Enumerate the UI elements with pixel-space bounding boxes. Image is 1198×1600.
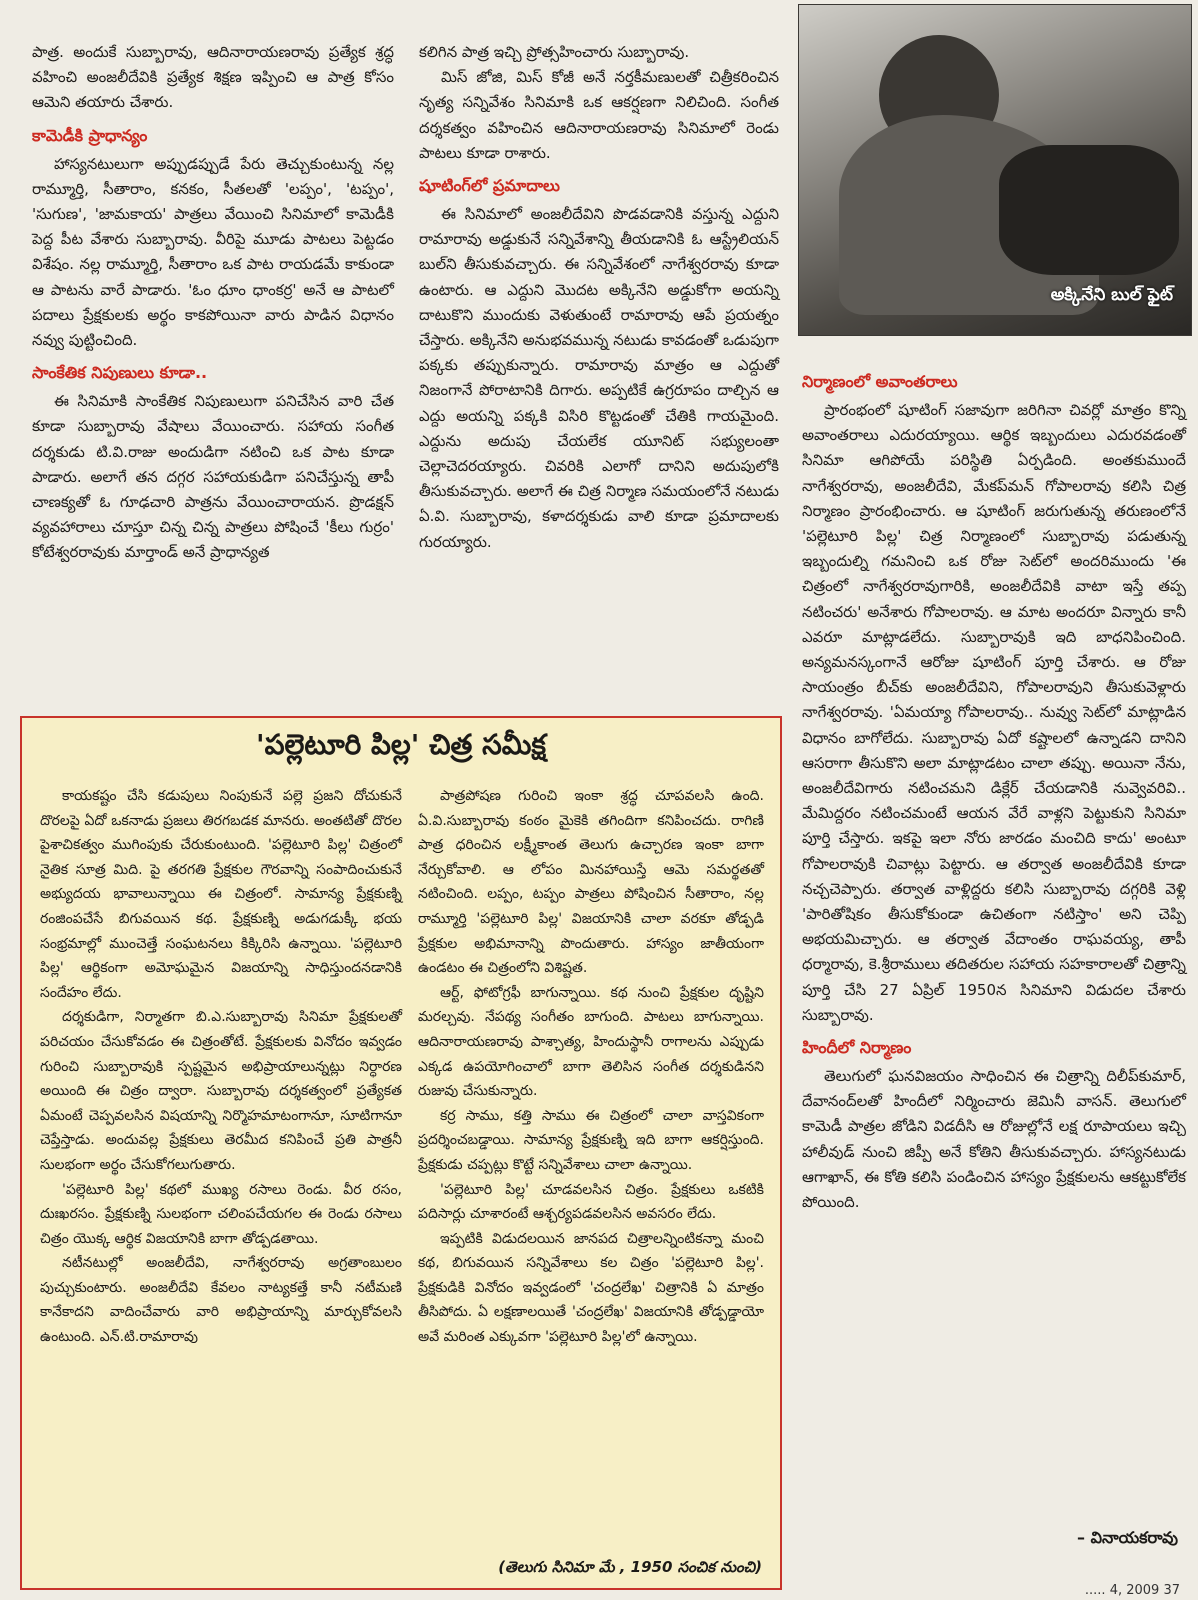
section-heading-comedy: కామెడీకి ప్రాధాన్యం <box>32 125 148 145</box>
article-paragraph: తెలుగులో ఘనవిజయం సాధించిన ఈ చిత్రాన్ని దిలీప్‌కుమార్, దేవానంద్‌లతో హిందీలో నిర్మించారు జెమినీ వాసన్. తెలుగులో కామెడీ పాత్రల జోడిని విడదీసి ఆ రోజుల్లోనే లక్ష రూపాయలు ఇచ్చి హాలీవుడ్ నుంచి జిప్పీ అనే కోతిని తీసుకువచ్చారు. హాస్యనటుడు ఆగాఖాన్, ఈ కోతి కలిసి పండించిన హాస్యం ప్రేక్షకులను ఆకట్టుకోలేక పోయింది. <box>802 1067 1186 1212</box>
author-byline: – వినాయకరావు <box>1077 1528 1178 1547</box>
film-review-box <box>20 716 782 1590</box>
article-paragraph: ప్రారంభంలో షూటింగ్ సజావుగా జరిగినా చివర్లో మాత్రం కొన్ని అవాంతరాలు ఎదురయ్యాయి. ఆర్థిక ఇబ్బందులు ఎదురవడంతో సినిమా ఆగిపోయే పరిస్థితి ఏర్పడింది. అంతకుముందే నాగేశ్వరరావు, అంజలీదేవి, మేకప్‌మన్ గోపాలరావు కలిసి చిత్ర నిర్మాణం ప్రారంభించారు. ఆ షూటింగ్ జరుగుతున్న తరుణంలోనే 'పల్లెటూరి పిల్ల' చిత్ర నిర్మాణంలో సుబ్బారావు పడుతున్న ఇబ్బందుల్ని గమనించి ఒక రోజు సెట్‌లో అందరిముందు 'ఈ చిత్రంలో నాగేశ్వరరావుగారికి, అంజలీదేవికి వాటా ఇస్తే తప్ప నటించరు' అనేశారు గోపాలరావు. ఆ మాట అందరూ విన్నారు కానీ ఎవరూ మాట్లాడలేదు. సుబ్బారావుకి ఇది బాధనిపించింది. అన్యమనస్కంగానే ఆరోజు షూటింగ్ పూర్తి చేశారు. ఆ రోజు సాయంత్రం బీచ్‌కు అంజలీదేవిని, గోపాలరావుని తీసుకువెళ్లారు నాగేశ్వరరావు. 'ఏమయ్యా గోపాలరావు.. నువ్వు సెట్‌లో మాట్లాడిన విధానం బాగోలేదు. సుబ్బారావు ఏదో కష్టాలలో ఉన్నాడని దానిని ఆసరాగా తీసుకొని అలా మాట్లాడటం చాలా తప్పు. అయినా నేను, అంజలీదేవిగారు నటించమని డిక్లేర్ చేయడానికి నువ్వెవరివి.. మేమిద్దరం నటించమంటే ఆయన వేరే వాళ్లని పెట్టుకుని సినిమా పూర్తి చేస్తారు. ఇకపై ఇలా నోరు జారడం మంచిది కాదు' అంటూ గోపాలరావుకి చివాట్లు పెట్టారు. ఆ తర్వాత అంజలీదేవికి కూడా నచ్చచెప్పారు. తర్వాత వాళ్లిద్దరు కలిసి సుబ్బారావు దగ్గరికి వెళ్లి 'పారితోషికం తీసుకోకుండా ఉచితంగా నటిస్తాం' అని చెప్పి అభయమిచ్చారు. ఆ తర్వాత వేదాంతం రాఘవయ్య, తాపీ ధర్మారావు, కె.శ్రీరాములు తదితరుల సహాయ సహకారాలతో చిత్రాన్ని పూర్తి చేసి 27 ఏప్రిల్ 1950న సినిమాని విడుదల చేశారు సుబ్బారావు. <box>802 401 1186 1024</box>
column-middle <box>419 40 779 555</box>
bullfight-photo <box>798 4 1192 336</box>
article-paragraph: మిస్ జోజి, మిస్ కోజీ అనే నర్తకీమణులతో చిత్రీకరించిన నృత్య సన్నివేశం సినిమాకి ఒక ఆకర్షణగా నిలిచింది. సంగీత దర్శకత్వం వహించిన ఆదినారాయణరావు సినిమాలో రెండు పాటలు కూడా రాశారు. <box>419 68 779 162</box>
article-paragraph: ఈ సినిమాకి సాంకేతిక నిపుణులుగా పనిచేసిన వారి చేత కూడా సుబ్బారావు వేషాలు వేయించారు. సహాయ సంగీత దర్శకుడు టి.వి.రాజు అందుడిగా నటించి ఒక పాట కూడా పాడారు. అలాగే తన దగ్గర సహాయకుడిగా పనిచేస్తున్న తాపీ చాణక్యతో ఓ గూఢచారి పాత్రను వేయించారాయన. ప్రొడక్షన్ వ్యవహారాలు చూస్తూ చిన్న చిన్న పాత్రలు పోషించే 'కీలు గుర్రం' కోటేశ్వరరావుకు మార్తాండ్ అనే ప్రాధాన్యత <box>32 392 394 562</box>
review-paragraph: కాయకష్టం చేసి కడుపులు నింపుకునే పల్లె ప్రజని దోచుకునే దొరలపై ఏదో ఒకనాడు ప్రజలు తిరగబడక మానరు. అంతటితో దొరల పైశాచికత్వం ముగింపుకు చేరుకుంటుంది. 'పల్లెటూరి పిల్ల' చిత్రంలో నైతిక సూత్ర మిది. పై తరగతి ప్రేక్షకుల గౌరవాన్ని సంపాదించుకునే అభ్యుదయ భావాలున్నాయి ఈ చిత్రంలో. సామాన్య ప్రేక్షకుణ్ని రంజింపచేసే బిగువయిన కథ. ప్రేక్షకుణ్ని అడుగడుక్కీ భయ సంభ్రమాల్లో ముంచెత్తే సంఘటనలు కిక్కిరిసి ఉన్నాయి. 'పల్లెటూరి పిల్ల' ఆర్థికంగా అమోఘమైన విజయాన్ని సాధిస్తుందనడానికి సందేహం లేదు. <box>40 788 402 1001</box>
review-paragraph: కర్ర సాము, కత్తి సాము ఈ చిత్రంలో చాలా వాస్తవికంగా ప్రదర్శించబడ్డాయి. సామాన్య ప్రేక్షకుణ్ని ఇది బాగా ఆకర్షిస్తుంది. ప్రేక్షకుడు చప్పట్లు కొట్టే సన్నివేశాలు చాలా ఉన్నాయి. <box>418 1107 764 1173</box>
review-column-right <box>418 784 764 1350</box>
page-footer: ..... 4, 2009 37 <box>1084 1583 1180 1598</box>
article-paragraph: హాస్యనటులుగా అప్పుడప్పుడే పేరు తెచ్చుకుంటున్న నల్ల రామ్మూర్తి, సీతారాం, కనకం, సీతలతో 'లప్పం', 'టప్పం', 'సుగుణ', 'జామకాయ' పాత్రలు వేయించి సినిమాలో కామెడీకి పెద్ద పీట వేశారు సుబ్బారావు. వీరిపై మూడు పాటలు పెట్టడం విశేషం. నల్ల రామ్మూర్తి, సీతారాం ఒక పాట రాయడమే కాకుండా ఆ పాటను వారే పాడారు. 'ఓం ధూం ధాంకర్ర' అనే ఆ పాటలో పదాలు ప్రేక్షకులకు అర్థం కాకపోయినా వారు పాడిన విధానం నవ్వు పుట్టించింది. <box>32 154 394 350</box>
review-title: 'పల్లెటూరి పిల్ల' చిత్ర సమీక్ష <box>256 728 546 761</box>
photo-caption: అక్కినేని బుల్ ఫైట్ <box>1050 285 1173 305</box>
article-paragraph: పాత్ర. అందుకే సుబ్బారావు, ఆదినారాయణరావు ప్రత్యేక శ్రద్ధ వహించి అంజలీదేవికి ప్రత్యేక శిక్షణ ఇప్పించి ఆ పాత్ర కోసం ఆమెని తయారు చేశారు. <box>32 43 394 112</box>
article-paragraph: కలిగిన పాత్ర ఇచ్చి ప్రోత్సహించారు సుబ్బారావు. <box>419 43 690 61</box>
review-paragraph: ఇప్పటికి విడుదలయిన జానపద చిత్రాలన్నింటికన్నా మంచి కథ, బిగువయిన సన్నివేశాలు కల చిత్రం 'పల్లెటూరి పిల్ల'. ప్రేక్షకుడికి వినోదం ఇవ్వడంలో 'చంద్రలేఖ' చిత్రానికి ఏ మాత్రం తీసిపోదు. ఏ లక్షణాలయితే 'చంద్రలేఖ' విజయానికి తోడ్పడ్డాయో అవే మరింత ఎక్కువగా 'పల్లెటూరి పిల్ల'లో ఉన్నాయి. <box>418 1230 764 1346</box>
review-paragraph: దర్శకుడిగా, నిర్మాతగా బి.ఎ.సుబ్బారావు సినిమా ప్రేక్షకులతో పరిచయం చేసుకోవడం ఈ చిత్రంతోటే. ప్రేక్షకులకు వినోదం ఇవ్వడం గురించి సుబ్బారావుకి స్పష్టమైన అభిప్రాయాలున్నట్లు నిర్ధారణ అయింది ఈ చిత్రం ద్వారా. సుబ్బారావు దర్శకత్వంలో ప్రత్యేకత ఏమంటే చెప్పవలసిన విషయాన్ని నిర్మొహమాటంగానూ, సూటిగానూ చెప్తేస్తాడు. అందువల్ల ప్రేక్షకులు తెరమీద కనిపించే ప్రతి పాత్రనీ సులభంగా అర్థం చేసుకోగలుగుతారు. <box>40 1009 402 1173</box>
review-paragraph: 'పల్లెటూరి పిల్ల' కథలో ముఖ్య రసాలు రెండు. వీర రసం, దుఃఖరసం. ప్రేక్షకుణ్ని సులభంగా చలింపచేయగల ఈ రెండు రసాలు చిత్రం యొక్క ఆర్థిక విజయానికి బాగా తోడ్పడతాయి. <box>40 1181 402 1247</box>
review-paragraph: నటీనటుల్లో అంజలీదేవి, నాగేశ్వరరావు అగ్రతాంబులం పుచ్చుకుంటారు. అంజలీదేవి కేవలం నాట్యకత్తే కానీ నటీమణి కానేకాదని వాదించేవారు వారి అభిప్రాయాన్ని మార్చుకోవలసి ఉంటుంది. ఎన్.టి.రామారావు <box>40 1255 402 1346</box>
review-paragraph: ఆర్ట్, ఫోటోగ్రఫీ బాగున్నాయి. కథ నుంచి ప్రేక్షకుల దృష్టిని మరల్చవు. నేపథ్య సంగీతం బాగుంది. పాటలు బాగున్నాయి. ఆదినారాయణరావు పాశ్చాత్య, హిందుస్థానీ రాగాలను ఎప్పుడు ఎక్కడ ఉపయోగించాలో బాగా తెలిసిన సంగీత దర్శకుడినని రుజువు చేసుకున్నారు. <box>418 984 764 1100</box>
article-paragraph: ఈ సినిమాలో అంజలీదేవిని పొడవడానికి వస్తున్న ఎద్దుని రామారావు అడ్డుకునే సన్నివేశాన్ని తీయడానికి ఓ ఆస్ట్రేలియన్ బుల్‌ని తీసుకువచ్చారు. ఈ సన్నివేశంలో నాగేశ్వరరావు కూడా ఉంటారు. ఆ ఎద్దుని మొదట అక్కినేని అడ్డుకోగా అయన్ని దాటుకొని ముందుకు వెళుతుంటే రామారావు ఆపే ప్రయత్నం చేస్తారు. అక్కినేని అనుభవమున్న నటుడు కావడంతో ఒడుపుగా పక్కకు తప్పుకున్నారు. రామారావు మాత్రం ఆ ఎద్దుతో నిజంగానే పోరాటానికి దిగారు. అప్పటికే ఉగ్రరూపం దాల్చిన ఆ ఎద్దు అయన్ని పక్కకి విసిరి కొట్టడంతో చేతికి గాయమైంది. ఎద్దును అదుపు చేయలేక యూనిట్ సభ్యులంతా చెల్లాచెదరయ్యారు. చివరికి ఎలాగో దానిని అదుపులోకి తీసుకువచ్చారు. అలాగే ఈ చిత్ర నిర్మాణ సమయంలోనే నటుడు ఏ.వి. సుబ్బారావు, కళాదర్శకుడు వాలి కూడా ప్రమాదాలకు గురయ్యారు. <box>419 205 779 551</box>
review-source: (తెలుగు సినిమా మే , 1950 సంచిక నుంచి) <box>498 1558 762 1576</box>
review-column-left <box>40 784 402 1350</box>
section-heading-production-hurdles: నిర్మాణంలో అవాంతరాలు <box>802 372 958 391</box>
column-left <box>32 40 394 566</box>
section-heading-hindi-remake: హిందీలో నిర్మాణం <box>802 1038 912 1058</box>
review-paragraph: పాత్రపోషణ గురించి ఇంకా శ్రద్ధ చూపవలసి ఉంది. ఏ.వి.సుబ్బారావు కంఠం మైకెకి తగిందిగా కనిపించదు. రాగిణి పాత్ర ధరించిన లక్ష్మీకాంత తెలుగు ఉచ్చారణ ఇంకా బాగా నేర్చుకోవాలి. ఆ లోపం మినహాయిస్తే ఆమె సమర్థతతో నటించింది. లప్పం, టప్పం పాత్రలు పోషించిన సీతారాం, నల్ల రామ్మూర్తి 'పల్లెటూరి పిల్ల' విజయానికి చాలా వరకూ తోడ్పడి ప్రేక్షకుల అభిమానాన్ని పొందుతారు. హాస్యం జాతీయంగా ఉండటం ఈ చిత్రంలోని విశిష్టత. <box>418 788 764 977</box>
review-paragraph: 'పల్లెటూరి పిల్ల' చూడవలసిన చిత్రం. ప్రేక్షకులు ఒకటికి పదిసార్లు చూశారంటే ఆశ్చర్యపడవలసిన అవసరం లేదు. <box>418 1181 764 1223</box>
column-right <box>802 362 1186 1215</box>
section-heading-technicians: సాంకేతిక నిపుణులు కూడా.. <box>32 363 208 383</box>
section-heading-shooting-accidents: షూటింగ్‌లో ప్రమాదాలు <box>419 176 560 196</box>
photo-figure-bull <box>999 145 1179 275</box>
